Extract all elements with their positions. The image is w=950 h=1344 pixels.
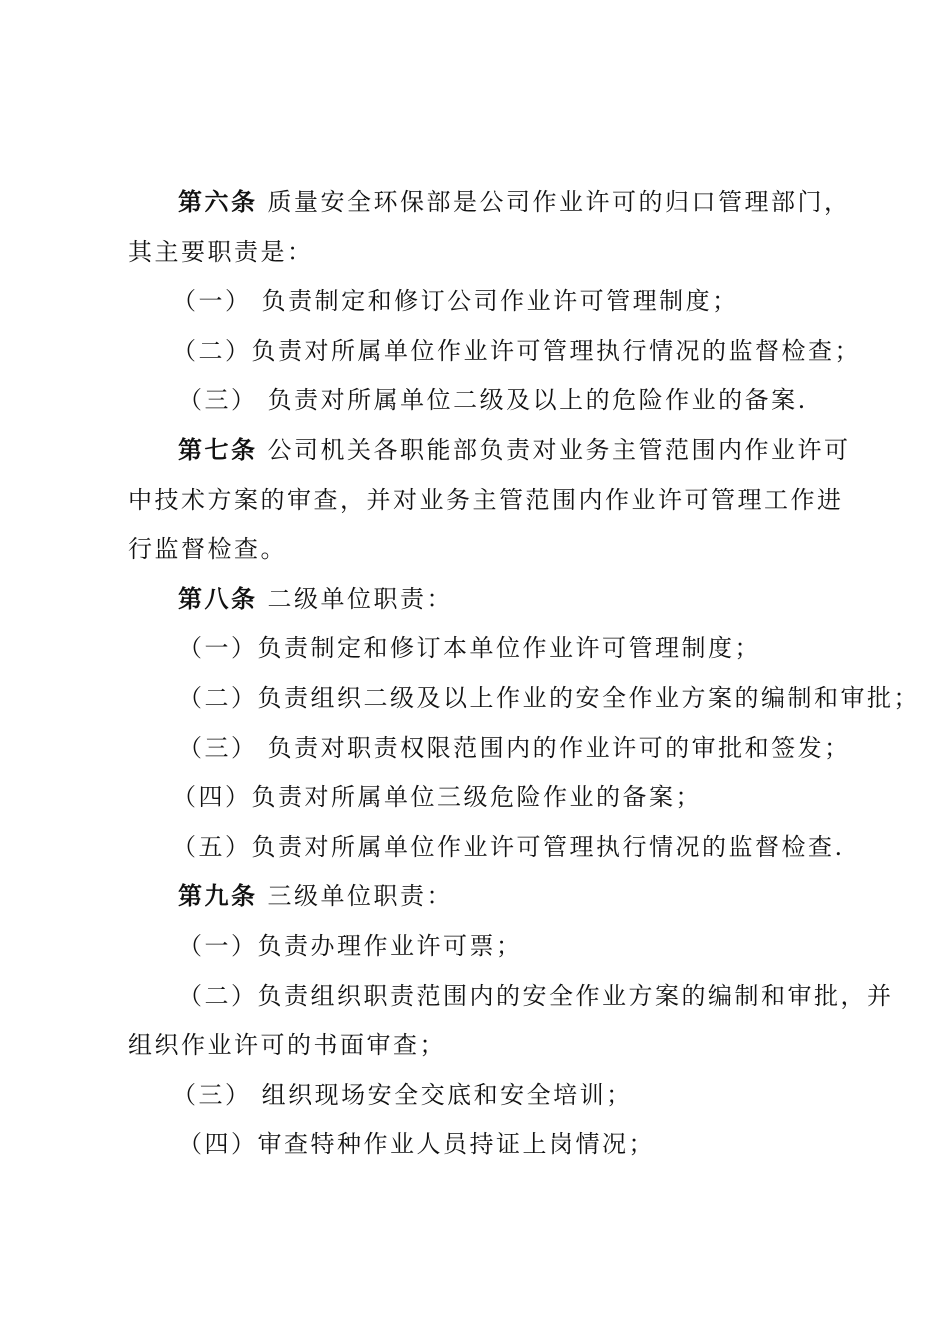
article-6-item-2: （二）负责对所属单位作业许可管理执行情况的监督检查；: [172, 336, 861, 365]
article-6-continuation: 其主要职责是：: [128, 237, 314, 266]
article-8-item-3: （三） 负责对职责权限范围内的作业许可的审批和签发；: [178, 733, 851, 762]
article-7-text: 公司机关各职能部负责对业务主管范围内作业许可: [267, 435, 851, 464]
article-7-continuation-2: 行监督检查。: [128, 535, 287, 564]
article-8-item-4: （四）负责对所属单位三级危险作业的备案；: [172, 783, 702, 812]
article-9-text: 三级单位职责：: [267, 882, 453, 911]
article-6-item-1: （一） 负责制定和修订公司作业许可管理制度；: [172, 287, 739, 316]
document-body: [128, 178, 920, 1170]
article-9-label: 第九条: [178, 882, 258, 911]
article-8-text: 二级单位职责：: [267, 584, 453, 613]
article-8-item-5: （五）负责对所属单位作业许可管理执行情况的监督检查.: [172, 832, 845, 861]
article-8-heading: [128, 575, 833, 625]
article-7-continuation-1: 中技术方案的审查，并对业务主管范围内作业许可管理工作进: [128, 485, 844, 514]
article-7-label: 第七条: [178, 435, 258, 464]
article-9-item-1: （一）负责办理作业许可票；: [178, 931, 523, 960]
article-9-item-2-continuation: 组织作业许可的书面审查；: [128, 1031, 446, 1060]
article-6-heading: [128, 178, 851, 228]
article-9-heading: [128, 872, 833, 922]
article-8-item-2: （二）负责组织二级及以上作业的安全作业方案的编制和审批；: [178, 683, 920, 712]
article-8-item-1: （一）负责制定和修订本单位作业许可管理制度；: [178, 634, 761, 663]
article-6-item-3: （三） 负责对所属单位二级及以上的危险作业的备案.: [178, 386, 808, 415]
article-8-label: 第八条: [178, 584, 258, 613]
article-6-text: 质量安全环保部是公司作业许可的归口管理部门，: [267, 188, 851, 216]
article-7-heading: [128, 426, 851, 476]
article-6-label: 第六条: [178, 188, 258, 216]
article-9-item-4: （四）审查特种作业人员持证上岗情况；: [178, 1130, 655, 1159]
article-9-item-2: （二）负责组织职责范围内的安全作业方案的编制和审批，并: [178, 981, 894, 1010]
article-9-item-3: （三） 组织现场安全交底和安全培训；: [172, 1080, 633, 1109]
